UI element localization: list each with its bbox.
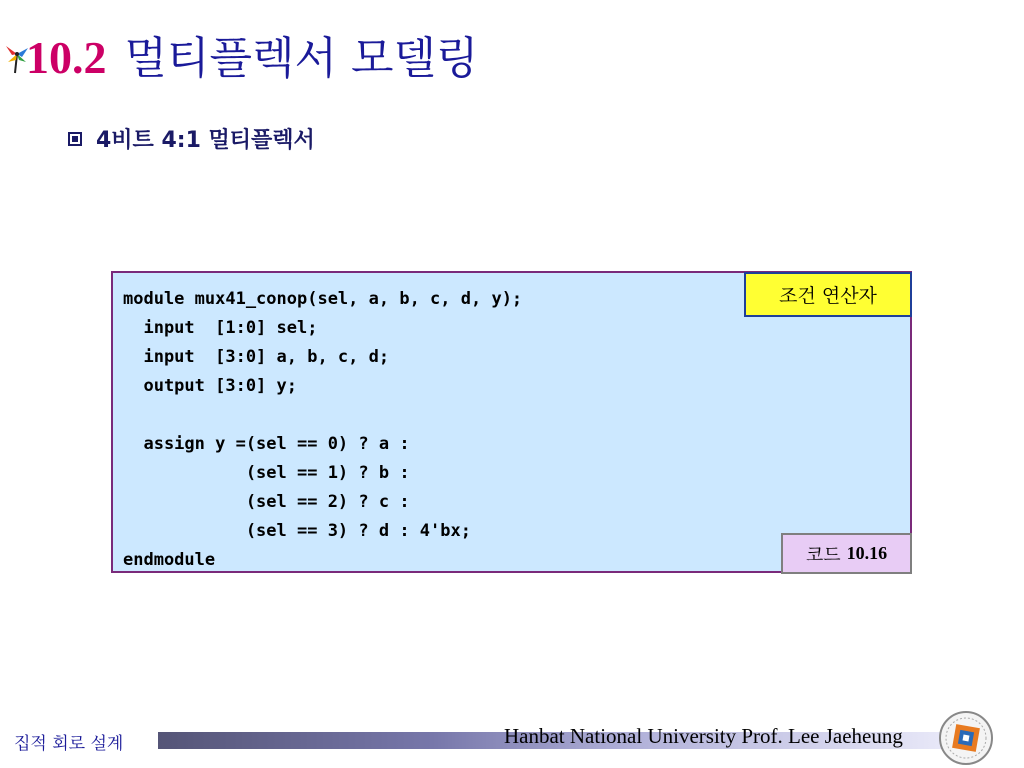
code-line: input [3:0] a, b, c, d; (123, 347, 390, 367)
code-tag-number: 10.16 (846, 543, 888, 563)
title-text: 멀티플렉서 모델링 (124, 33, 479, 84)
bullet-item (68, 123, 315, 154)
code-number-tag (781, 533, 912, 574)
footer-course-title: 집적 회로 설계 (14, 734, 124, 754)
code-line: (sel == 2) ? c : (123, 492, 410, 512)
conditional-operator-tag: 조건 연산자 (744, 272, 912, 317)
code-tag-label: 코드 (805, 544, 841, 566)
code-line (123, 401, 522, 430)
code-line: output [3:0] y; (123, 376, 297, 396)
bullet-text: 4비트 4:1 멀티플렉서 (96, 128, 315, 153)
code-line: endmodule (123, 550, 216, 570)
code-line: assign y =(sel == 0) ? a : (123, 434, 410, 454)
slide-title (26, 22, 479, 92)
square-bullet-icon (68, 132, 82, 146)
code-listing (123, 285, 522, 575)
code-line: module mux41_conop(sel, a, b, c, d, y); (123, 289, 523, 309)
code-line: (sel == 1) ? b : (123, 463, 410, 483)
footer-author: Hanbat National University Prof. Lee Jaeheung (504, 724, 903, 748)
title-number: 10.2 (26, 32, 107, 83)
code-line: (sel == 3) ? d : 4'bx; (123, 521, 471, 541)
university-seal-icon (938, 710, 994, 766)
code-line: input [1:0] sel; (123, 318, 318, 338)
